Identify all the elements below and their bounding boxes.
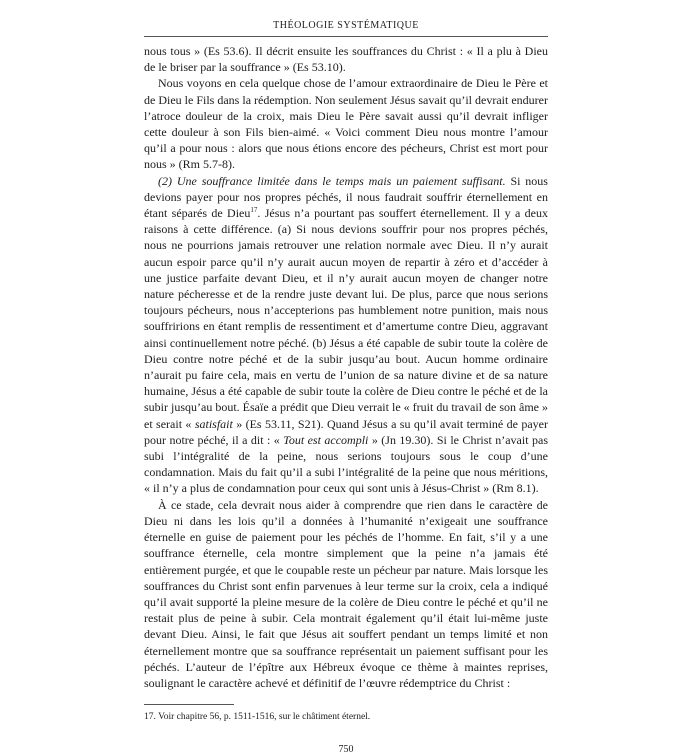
paragraph-3-part-c: » (Es 53.11, S21). Quand Jésus a su qu’il avait terminé de payer pour notre péché, il a dit : « xyxy=(144,416,548,447)
paragraph-1: nous tous » (Es 53.6). Il décrit ensuite les souffrances du Christ : « Il a plu à Dieu de le briser par la souffrance » (Es 53.10). xyxy=(144,44,548,75)
quote-tout-est-accompli: Tout est accompli xyxy=(283,432,369,447)
paragraph-3-part-d: » (Jn 19.30). Si le Christ n’avait pas subi l’intégralité de la peine, nous serions toujours sous le coup d’une condamnation. Mais du fait qu’il a subi l’intégralité de la peine que nous méritions, « il n’y a plus de condamnation pour ceux qui sont unis à Jésus-Christ » (Rm 8.1). xyxy=(144,432,548,496)
footnote: 17. Voir chapitre 56, p. 1511-1516, sur le châtiment éternel. xyxy=(144,712,371,722)
quote-satisfait: satisfait xyxy=(194,416,233,431)
paragraph-3-part-b: . Jésus n’a pourtant pas souffert éternellement. Il y a deux raisons à cette différence. (a) Si nous devions souffrir pour nos propres péchés, nous ne pourrions jamais retrouver une relation normale avec Dieu. Il n’y aurait aucun espoir parce qu’il n’y aurait aucun moyen de repartir à zéro et d’accéder à une justice parfaite devant Dieu, et il n’y aurait aucun moyen de changer notre nature pécheresse et de la rendre juste devant lui. De plus, parce que nous serions toujours pécheurs, nous n’accepterions pas humblement notre punition, mais nous souffririons en étant remplis de ressentiment et d’amertume contre Dieu, aggravant ainsi continuellement notre péché. (b) Jésus a été capable de subir toute la colère de Dieu contre notre péché et de la subir jusqu’au bout. Aucun homme ordinaire n’aurait pu faire cela, mais en vertu de l’union de sa nature divine et de sa nature humaine, Jésus a été capable de subir toute la colère de Dieu contre le péché et de la subir jusqu’au bout. Ésaïe a prédit que Dieu verrait le « fruit du travail de son âme » et serait « xyxy=(144,206,548,431)
paragraph-3-part-a: Si nous devions payer pour nos propres péchés, il nous faudrait souffrir éternellement en étant séparés de Dieu xyxy=(144,173,548,221)
footnote-reference: 17 xyxy=(250,206,258,215)
body-text xyxy=(144,43,548,691)
paragraph-3 xyxy=(144,173,548,497)
running-head: THÉOLOGIE SYSTÉMATIQUE xyxy=(273,20,419,31)
section-heading: (2) Une souffrance limitée dans le temps mais un paiement suffisant. xyxy=(158,173,506,188)
paragraph-2: Nous voyons en cela quelque chose de l’amour extraordinaire de Dieu le Père et de Dieu le Fils dans la rédemption. Non seulement Jésus savait qu’il devrait endurer l’atroce douleur de la croix, mais Dieu le Père savait aussi qu’il devrait infliger cette douleur à son Fils bien-aimé. « Voici comment Dieu nous montre l’amour qu’il a pour nous : alors que nous étions encore des pécheurs, Christ est mort pour nous » (Rm 5.7-8). xyxy=(144,76,548,172)
footnote-rule xyxy=(144,704,234,705)
paragraph-4: À ce stade, cela devrait nous aider à comprendre que rien dans le caractère de Dieu ni dans les lois qu’il a données à l’humanité n’exigeait une souffrance éternelle en guise de paiement pour les péchés de l’homme. En fait, s’il y a une souffrance éternelle, cela montre simplement que la peine n’a jamais été entièrement purgée, et que le coupable reste un pécheur par nature. Mais lorsque les souffrances du Christ sont enfin parvenues à leur terme sur la croix, cela a indiqué qu’il avait supporté la pleine mesure de la colère de Dieu contre le péché et qu’il ne restait plus de peine à subir. Cela montrait également qu’il était lui-même juste devant Dieu. Ainsi, le fait que Jésus ait souffert pendant un temps limité et non éternellement montre que sa souffrance représentait un paiement suffisant pour les péchés. L’auteur de l’épître aux Hébreux évoque ce thème à maintes reprises, soulignant le caractère achevé et définitif de l’œuvre rédemptrice du Christ : xyxy=(144,497,548,690)
page-number: 750 xyxy=(338,744,354,753)
header-rule xyxy=(144,36,548,37)
book-page xyxy=(144,0,548,753)
